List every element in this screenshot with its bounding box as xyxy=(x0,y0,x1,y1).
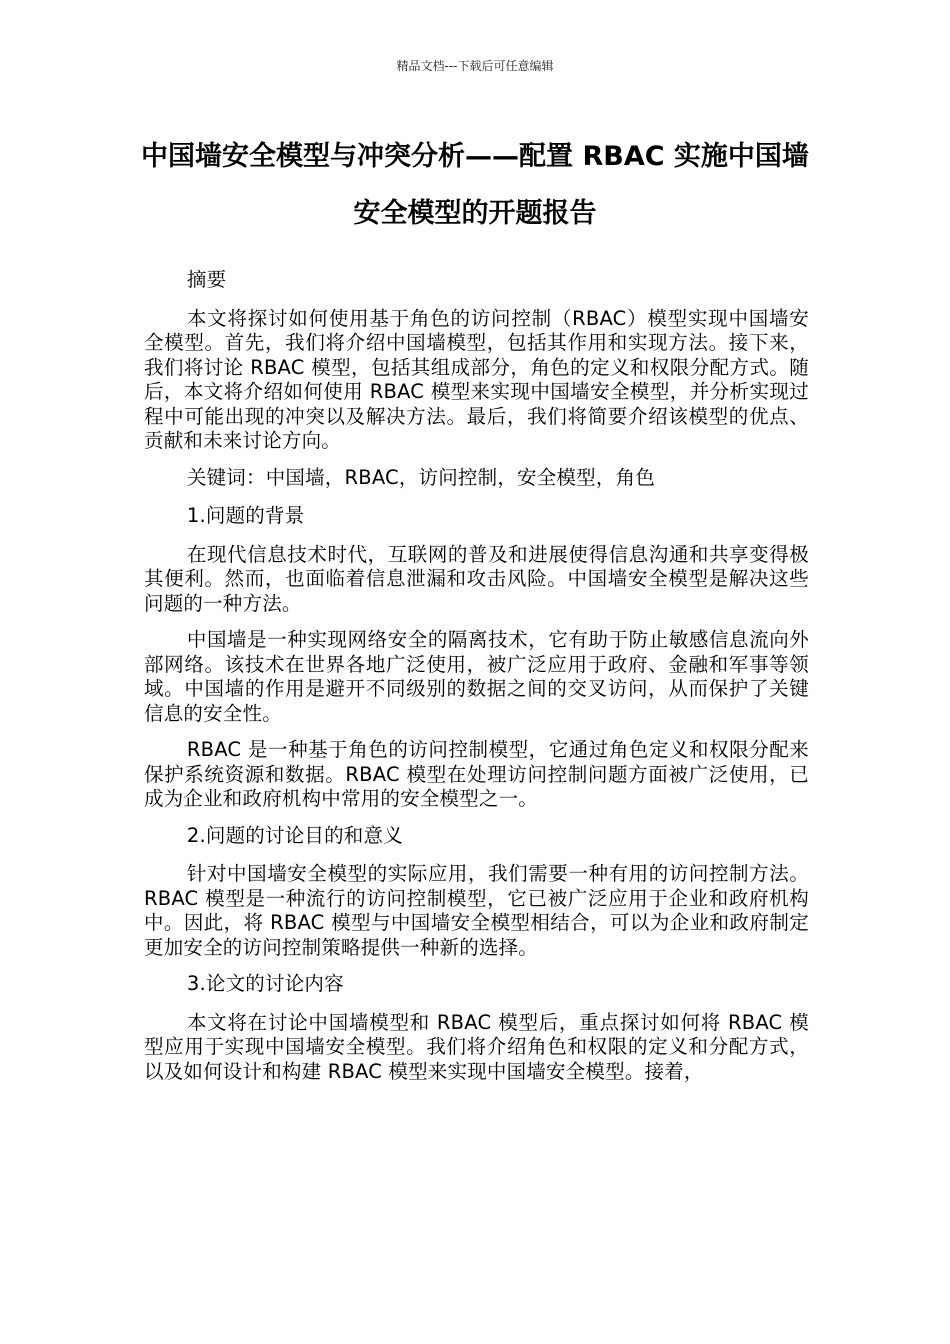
section-heading-background: 1.问题的背景 xyxy=(186,504,305,527)
section-heading-purpose: 2.问题的讨论目的和意义 xyxy=(186,823,403,847)
abstract-heading: 摘要 xyxy=(186,268,227,291)
page-header-note: 精品文档---下载后可任意编辑 xyxy=(396,59,554,73)
content-paragraph: 本文将在讨论中国墙模型和 RBAC 模型后，重点探讨如何将 RBAC 模型应用于实现中国墙安全模型。我们将介绍角色和权限的定义和分配方式，以及如何设计和构建 RBAC 模型来实现中国墙安全模型。接着， xyxy=(144,1010,809,1083)
background-paragraph-3: RBAC 是一种基于角色的访问控制模型，它通过角色定义和权限分配来保护系统资源和数据。RBAC 模型在处理访问控制问题方面被广泛使用，已成为企业和政府机构中常用的安全模型之一。 xyxy=(144,738,809,810)
section-heading-content: 3.论文的讨论内容 xyxy=(186,972,344,995)
purpose-paragraph: 针对中国墙安全模型的实际应用，我们需要一种有用的访问控制方法。RBAC 模型是一种流行的访问控制模型，它已被广泛应用于企业和政府机构中。因此，将 RBAC 模型与中国墙安全模型相结合，可以为企业和政府制定更加安全的访问控制策略提供一种新的选择。 xyxy=(144,862,809,959)
document-body xyxy=(144,268,809,1096)
document-title: 中国墙安全模型与冲突分析——配置 RBAC 实施中国墙安全模型的开题报告 xyxy=(141,141,809,229)
keywords-line: 关键词：中国墙，RBAC，访问控制，安全模型，角色 xyxy=(186,465,655,489)
background-paragraph-1: 在现代信息技术时代，互联网的普及和进展使得信息沟通和共享变得极其便利。然而，也面临着信息泄漏和攻击风险。中国墙安全模型是解决这些问题的一种方法。 xyxy=(144,542,809,615)
abstract-paragraph: 本文将探讨如何使用基于角色的访问控制（RBAC）模型实现中国墙安全模型。首先，我们将介绍中国墙模型，包括其作用和实现方法。接下来，我们将讨论 RBAC 模型，包括其组成部分，角色的定义和权限分配方式。随后，本文将介绍如何使用 RBAC 模型来实现中国墙安全模型，并分析实现过程中可能出现的冲突以及解决方法。最后，我们将简要介绍该模型的优点、贡献和未来讨论方向。 xyxy=(144,306,809,452)
background-paragraph-2: 中国墙是一种实现网络安全的隔离技术，它有助于防止敏感信息流向外部网络。该技术在世界各地广泛使用，被广泛应用于政府、金融和军事等领域。中国墙的作用是避开不同级别的数据之间的交叉访问，从而保护了关键信息的安全性。 xyxy=(144,628,809,725)
